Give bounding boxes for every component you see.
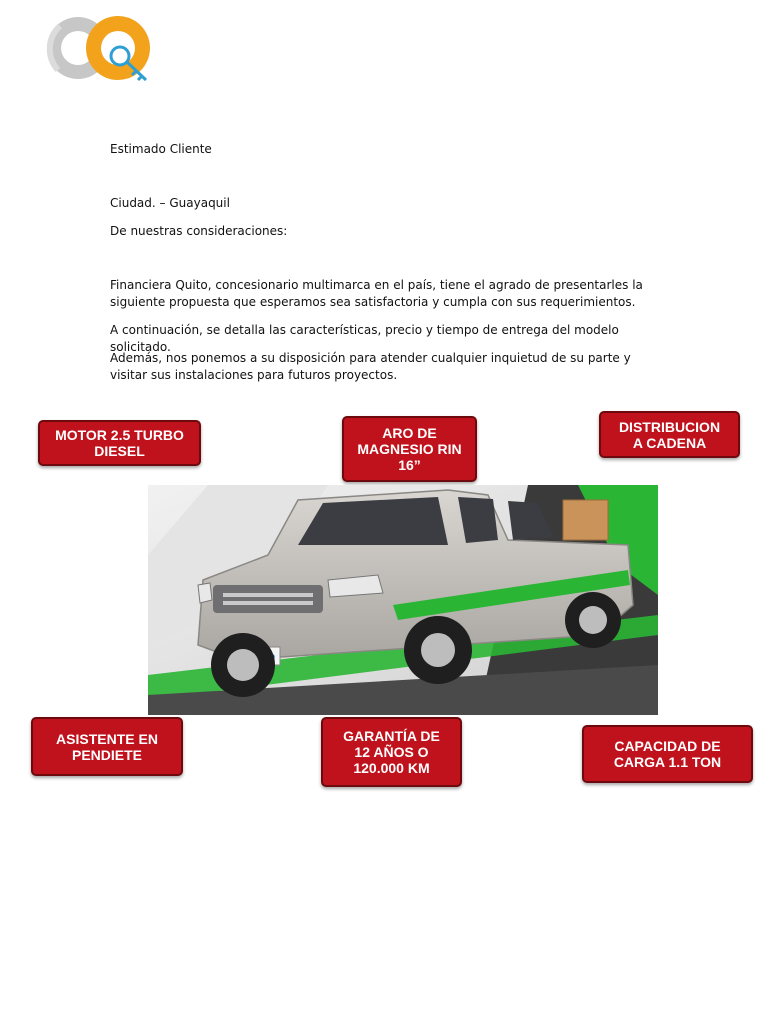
truck-image bbox=[148, 485, 658, 715]
feature-badge-asistente: ASISTENTE EN PENDIETE bbox=[31, 717, 183, 776]
feature-badge-capacidad: CAPACIDAD DE CARGA 1.1 TON bbox=[582, 725, 753, 783]
feature-badge-aro: ARO DE MAGNESIO RIN 16” bbox=[342, 416, 477, 482]
intro-paragraph: Financiera Quito, concesionario multimarca en el país, tiene el agrado de presentarles la siguiente propuesta que esperamos sea satisfactoria y cumpla con sus requerimientos. bbox=[110, 278, 643, 309]
feature-badge-distribucion: DISTRIBUCION A CADENA bbox=[599, 411, 740, 458]
greeting: Estimado Cliente bbox=[110, 142, 212, 156]
feature-badge-garantia: GARANTÍA DE 12 AÑOS O 120.000 KM bbox=[321, 717, 462, 787]
availability-paragraph: Además, nos ponemos a su disposición para atender cualquier inquietud de su parte y visitar sus instalaciones para futuros proyectos. bbox=[110, 351, 631, 382]
details-paragraph: A continuación, se detalla las características, precio y tiempo de entrega del modelo solicitado. bbox=[110, 323, 619, 354]
considerations-line: De nuestras consideraciones: bbox=[110, 224, 288, 238]
city-line: Ciudad. – Guayaquil bbox=[110, 196, 230, 210]
feature-badge-motor: MOTOR 2.5 TURBO DIESEL bbox=[38, 420, 201, 466]
company-logo bbox=[38, 12, 158, 92]
